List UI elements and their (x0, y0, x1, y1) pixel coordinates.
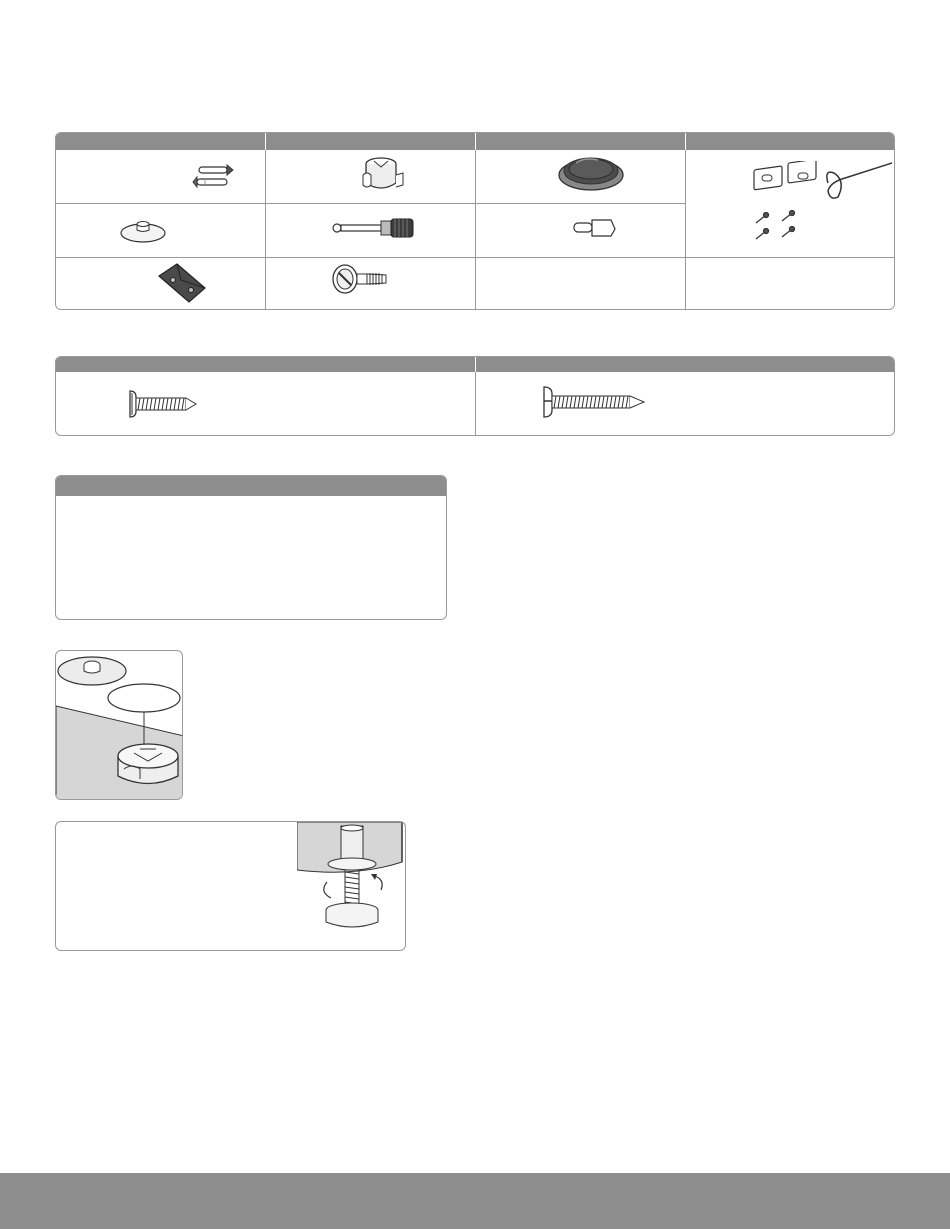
slotted-screw-icon (328, 261, 398, 297)
grommet-icon (556, 153, 626, 193)
screw-table-header (56, 357, 894, 372)
corner-bracket-icon (151, 260, 211, 305)
cam-bolt-icon (331, 213, 421, 243)
shelf-pin-icon (571, 217, 621, 239)
notes-box (55, 475, 447, 620)
hardware-table-header (56, 133, 894, 150)
footer-bar (0, 1173, 950, 1229)
cable-clips-and-tie-icon (746, 161, 895, 246)
long-screw-icon (538, 385, 648, 419)
hardware-table (55, 132, 895, 310)
notes-box-header (56, 476, 446, 496)
cam-lock-icon (359, 155, 409, 195)
leveler-install-box (55, 821, 406, 951)
leveler-foot-illustration (297, 822, 406, 951)
cam-cover-install-illustration (55, 650, 183, 800)
bolt-pair-icon (191, 163, 251, 193)
screw-table (55, 356, 895, 436)
cam-cover-icon (118, 213, 168, 245)
short-screw-icon (126, 389, 201, 419)
